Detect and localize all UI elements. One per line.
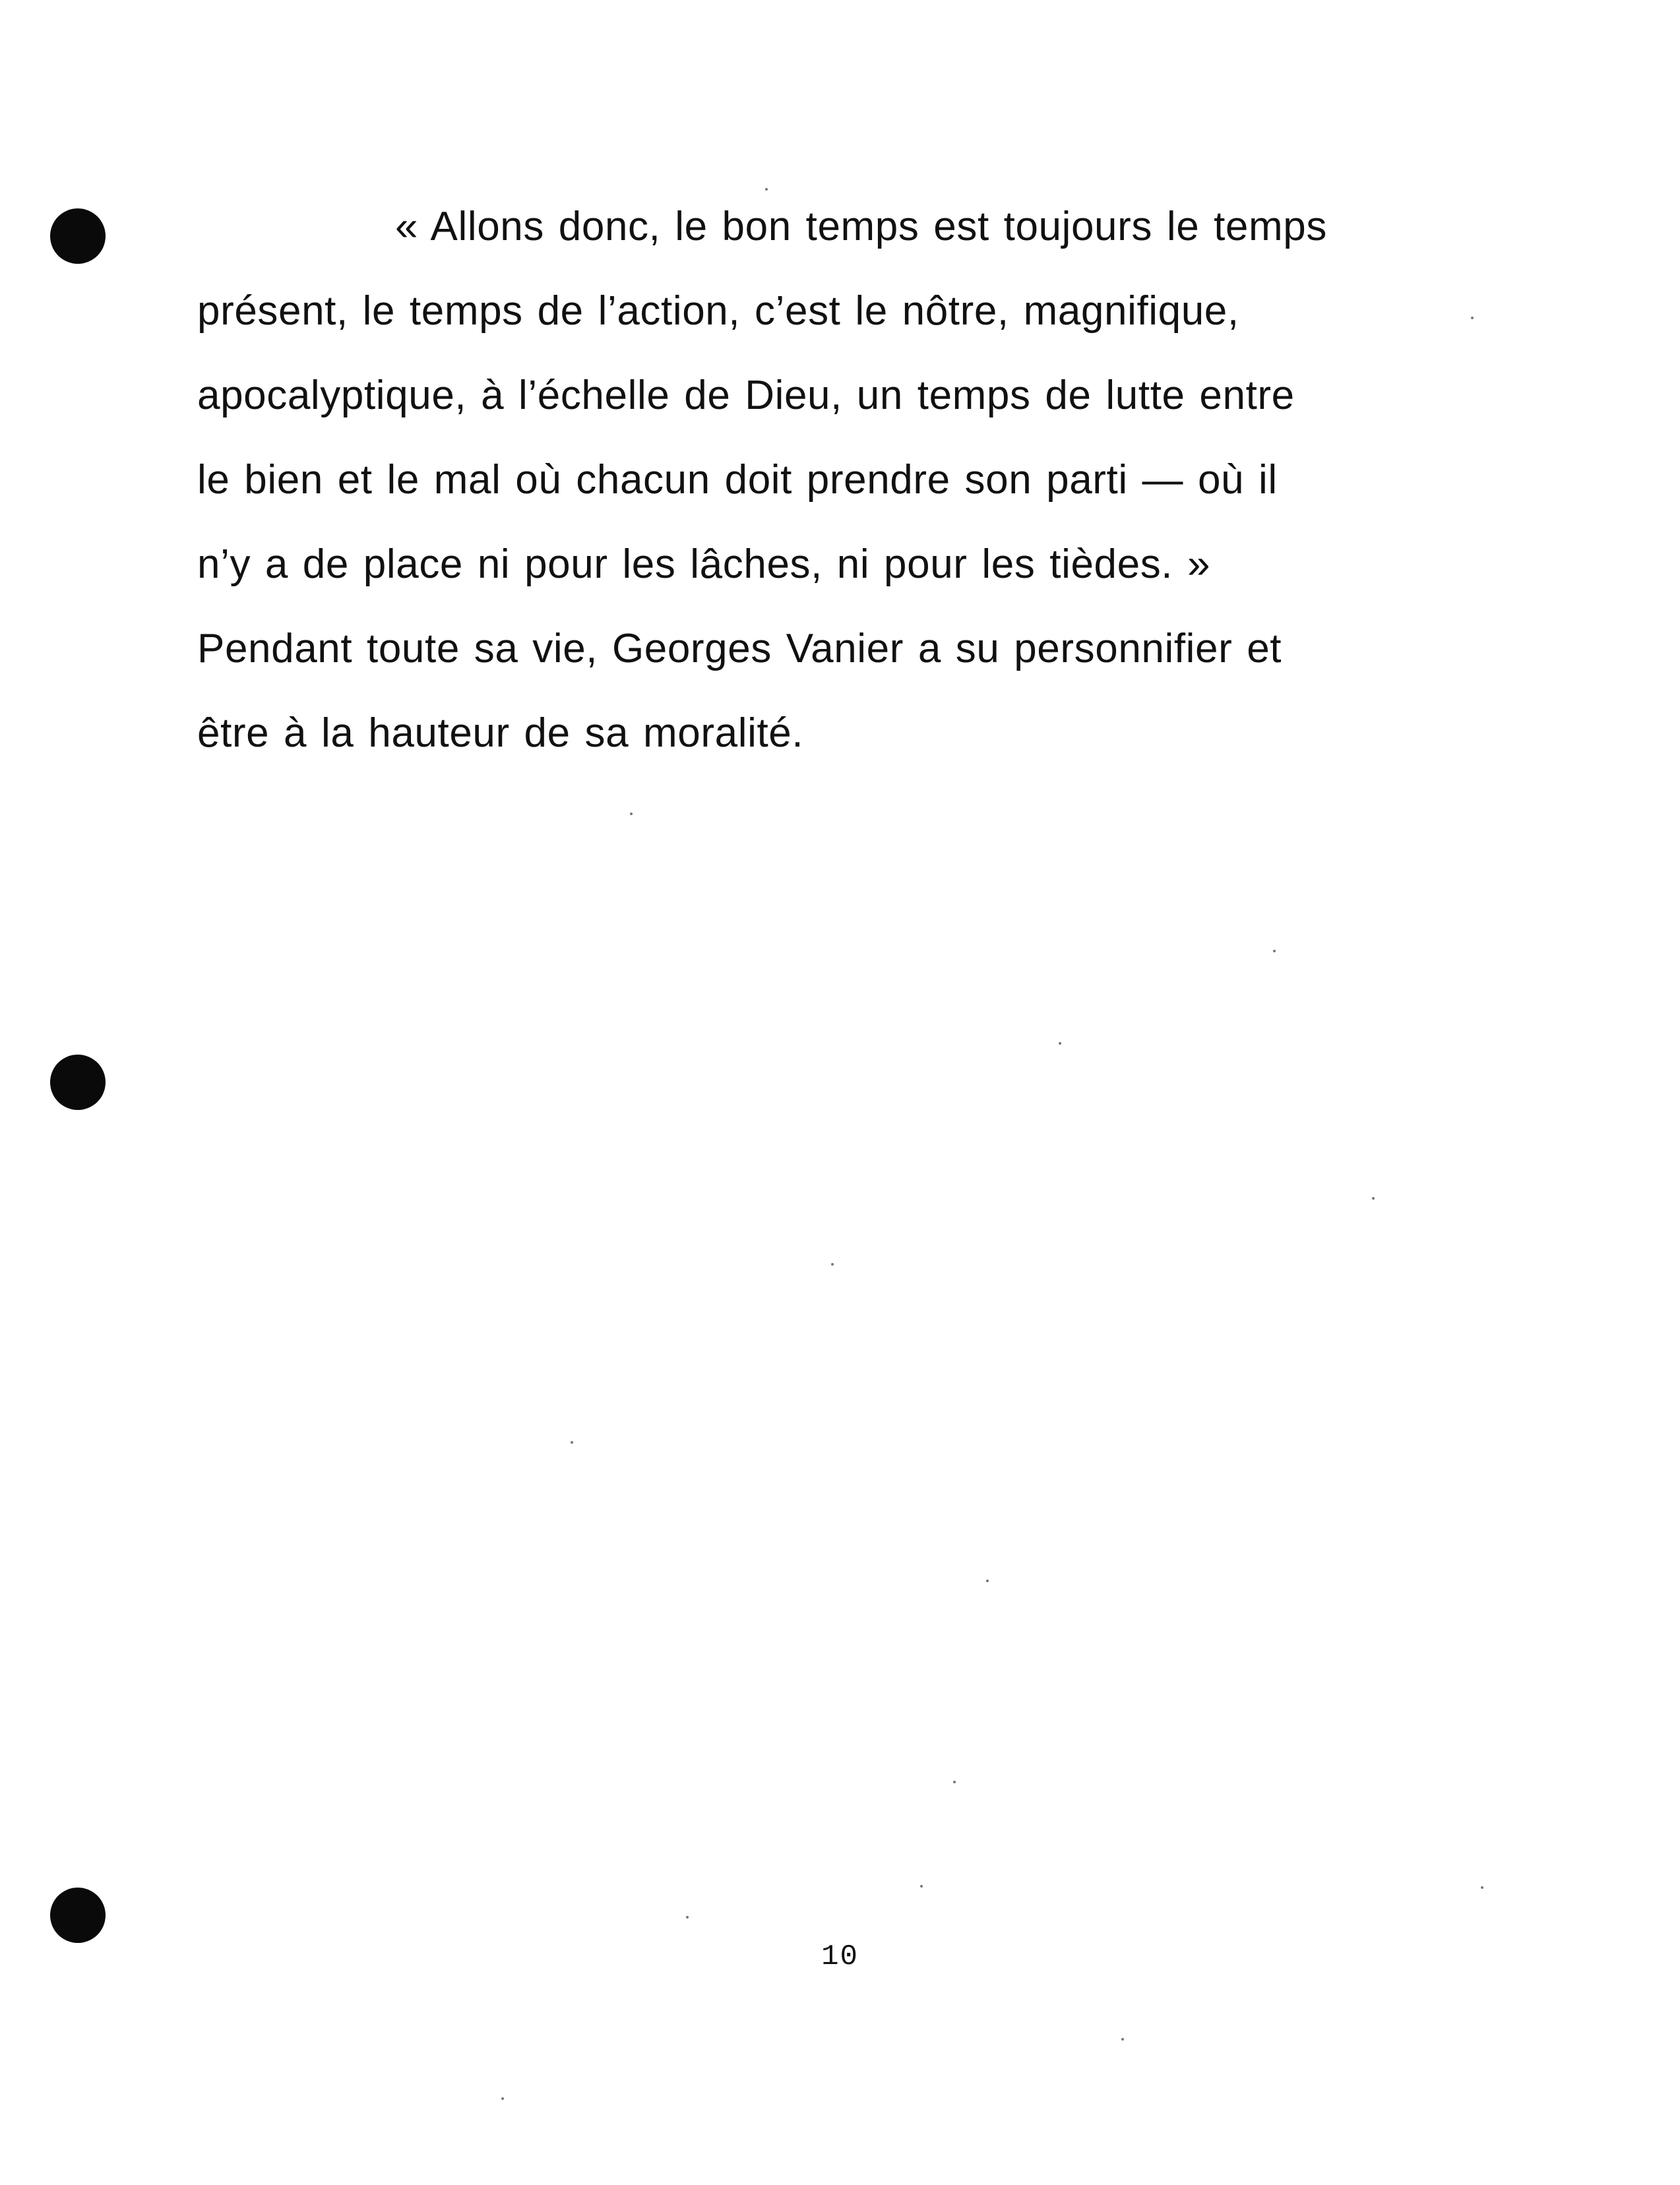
paragraph-line-2: présent, le temps de l’action, c’est le nôtre, magnifique, (197, 288, 1239, 334)
scan-speck (986, 1580, 989, 1582)
scan-speck (630, 813, 633, 815)
scan-speck (1481, 1886, 1483, 1889)
paragraph-line-5: n’y a de place ni pour les lâches, ni pour les tièdes. » (197, 541, 1211, 587)
body-paragraph (197, 185, 1483, 776)
punch-hole-top (50, 208, 106, 264)
scan-speck (501, 2097, 504, 2100)
scan-speck (571, 1441, 573, 1444)
scan-speck (765, 188, 768, 191)
paragraph-line-4: le bien et le mal où chacun doit prendre son parti — où il (197, 457, 1278, 503)
paragraph-line-3: apocalyptique, à l’échelle de Dieu, un temps de lutte entre (197, 373, 1295, 418)
paragraph-line-6: Pendant toute sa vie, Georges Vanier a su personnifier et (197, 626, 1282, 671)
scan-speck (953, 1781, 956, 1783)
paragraph-line-7: être à la hauteur de sa moralité. (197, 710, 804, 756)
scan-speck (831, 1263, 834, 1266)
scan-speck (686, 1916, 689, 1919)
scan-speck (1121, 2038, 1124, 2041)
scan-speck (920, 1885, 923, 1888)
scan-speck (1059, 1042, 1061, 1045)
scan-speck (1372, 1197, 1375, 1200)
scan-speck (1471, 317, 1474, 319)
punch-hole-bottom (50, 1888, 106, 1943)
page-number: 10 (821, 1940, 859, 1973)
paragraph-line-1: « Allons donc, le bon temps est toujours le temps (395, 204, 1327, 249)
scan-speck (1273, 950, 1276, 952)
punch-hole-middle (50, 1055, 106, 1110)
